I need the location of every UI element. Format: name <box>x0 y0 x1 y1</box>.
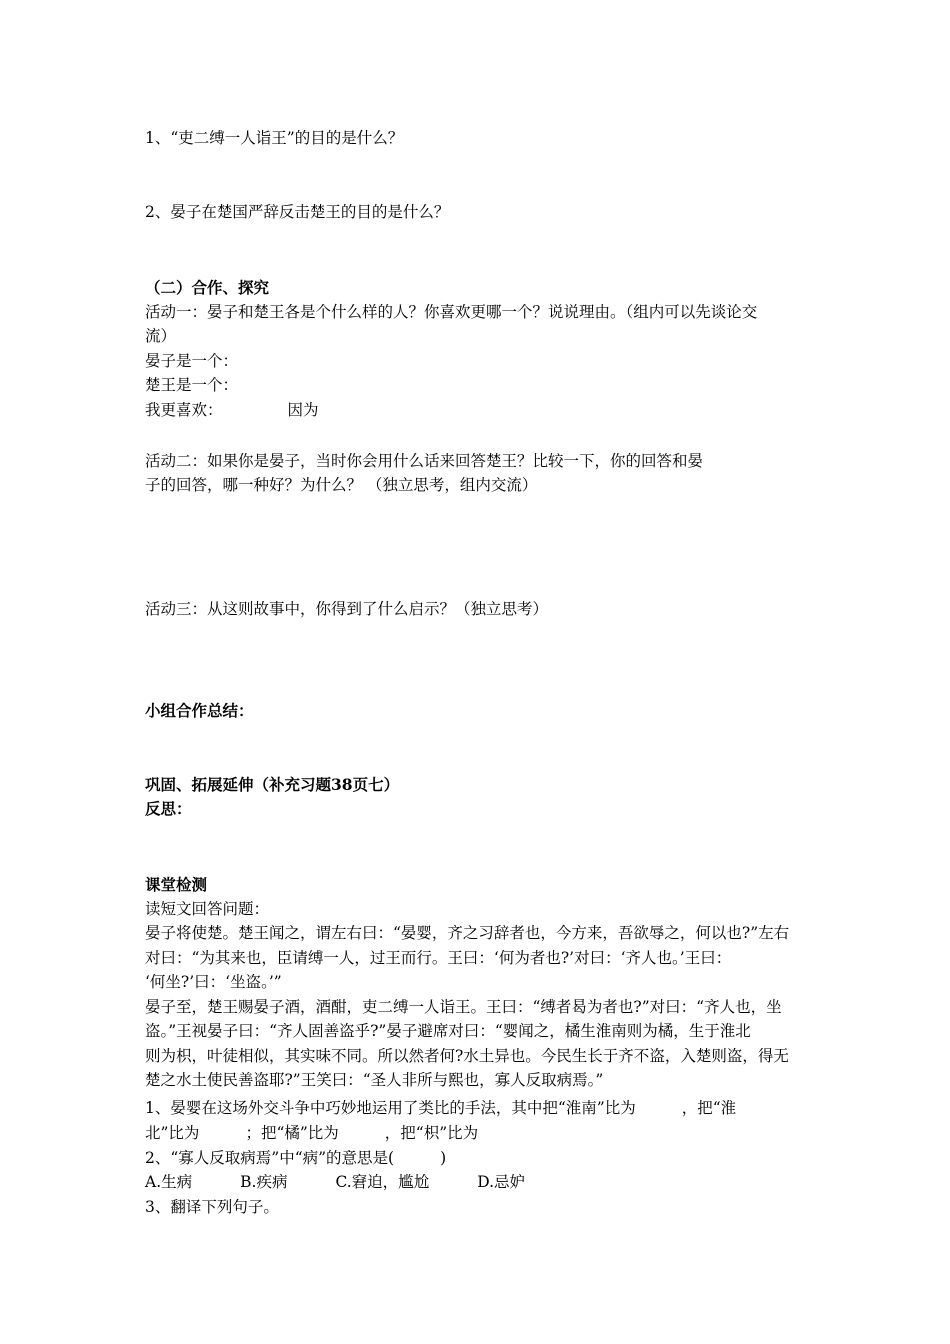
activity-3: 活动三：从这则故事中，你得到了什么启示？（独立思考） <box>145 600 549 618</box>
test-question-1-line-2: 北”比为 ；把“橘”比为 ，把“枳”比为 <box>145 1124 479 1142</box>
passage-line: 盗。”王视晏子曰：“齐人固善盗乎?”晏子避席对曰：“婴闻之，橘生淮南则为橘，生于淮北 <box>145 1022 751 1040</box>
question-2: 2、晏子在楚国严辞反击楚王的目的是什么？ <box>145 203 450 221</box>
activity-1-line-1: 活动一：晏子和楚王各是个什么样的人？你喜欢更哪一个？说说理由。（组内可以先谈论交 <box>145 303 758 321</box>
prefer-label: 我更喜欢： <box>145 401 223 419</box>
option-a: A.生病 <box>145 1173 193 1191</box>
question-1: 1、“吏二缚一人诣王”的目的是什么？ <box>145 129 404 147</box>
option-d: D.忌妒 <box>477 1173 526 1191</box>
test-question-2: 2、“寡人反取病焉”中“病”的意思是( ) <box>145 1149 447 1167</box>
test-question-2-options <box>145 1170 525 1194</box>
chuwang-prompt: 楚王是一个： <box>145 376 239 394</box>
passage-line: 对曰：“为其来也，臣请缚一人，过王而行。王曰：‘何为者也?’对曰：‘齐人也。’王曰： <box>145 949 732 967</box>
passage-line: ‘何坐?’曰：‘坐盗。’” <box>145 973 282 991</box>
prefer-line <box>145 398 319 422</box>
reflection-heading: 反思： <box>145 799 192 818</box>
extension-heading: 巩固、拓展延伸（补充习题38页七） <box>145 775 400 794</box>
passage-line: 楚之水土使民善盗耶?”王笑曰：“圣人非所与熙也，寡人反取病焉。” <box>145 1071 604 1089</box>
test-question-3: 3、翻译下列句子。 <box>145 1198 279 1216</box>
passage-line: 晏子将使楚。楚王闻之，谓左右曰：“晏婴，齐之习辞者也，今方来，吾欲辱之，何以也?”左右 <box>145 924 790 942</box>
class-test-heading: 课堂检测 <box>145 875 208 894</box>
test-instruction: 读短文回答问题： <box>145 900 270 918</box>
option-b: B.疾病 <box>240 1173 288 1191</box>
passage-line: 则为枳，叶徒相似，其实味不同。所以然者何?水土异也。今民生长于齐不盗，入楚则盗，得无 <box>145 1047 789 1065</box>
activity-1-line-2: 流） <box>145 327 177 345</box>
option-c: C.窘迫，尴尬 <box>335 1173 430 1191</box>
passage-line: 晏子至，楚王赐晏子酒，酒酣，吏二缚一人诣王。王曰：“缚者曷为者也?”对曰：“齐人也，坐 <box>145 998 782 1016</box>
test-question-1-line-1: 1、晏婴在这场外交斗争中巧妙地运用了类比的手法，其中把“淮南”比为 ，把“淮 <box>145 1099 737 1117</box>
activity-2-line-1: 活动二：如果你是晏子，当时你会用什么话来回答楚王？比较一下，你的回答和晏 <box>145 452 704 470</box>
because-label: 因为 <box>287 401 319 419</box>
section-heading-cooperate: （二）合作、探究 <box>145 278 270 297</box>
group-summary-heading: 小组合作总结： <box>145 701 254 720</box>
yanzi-prompt: 晏子是一个： <box>145 352 239 370</box>
activity-2-line-2: 子的回答，哪一种好？为什么？ （独立思考，组内交流） <box>145 476 538 494</box>
